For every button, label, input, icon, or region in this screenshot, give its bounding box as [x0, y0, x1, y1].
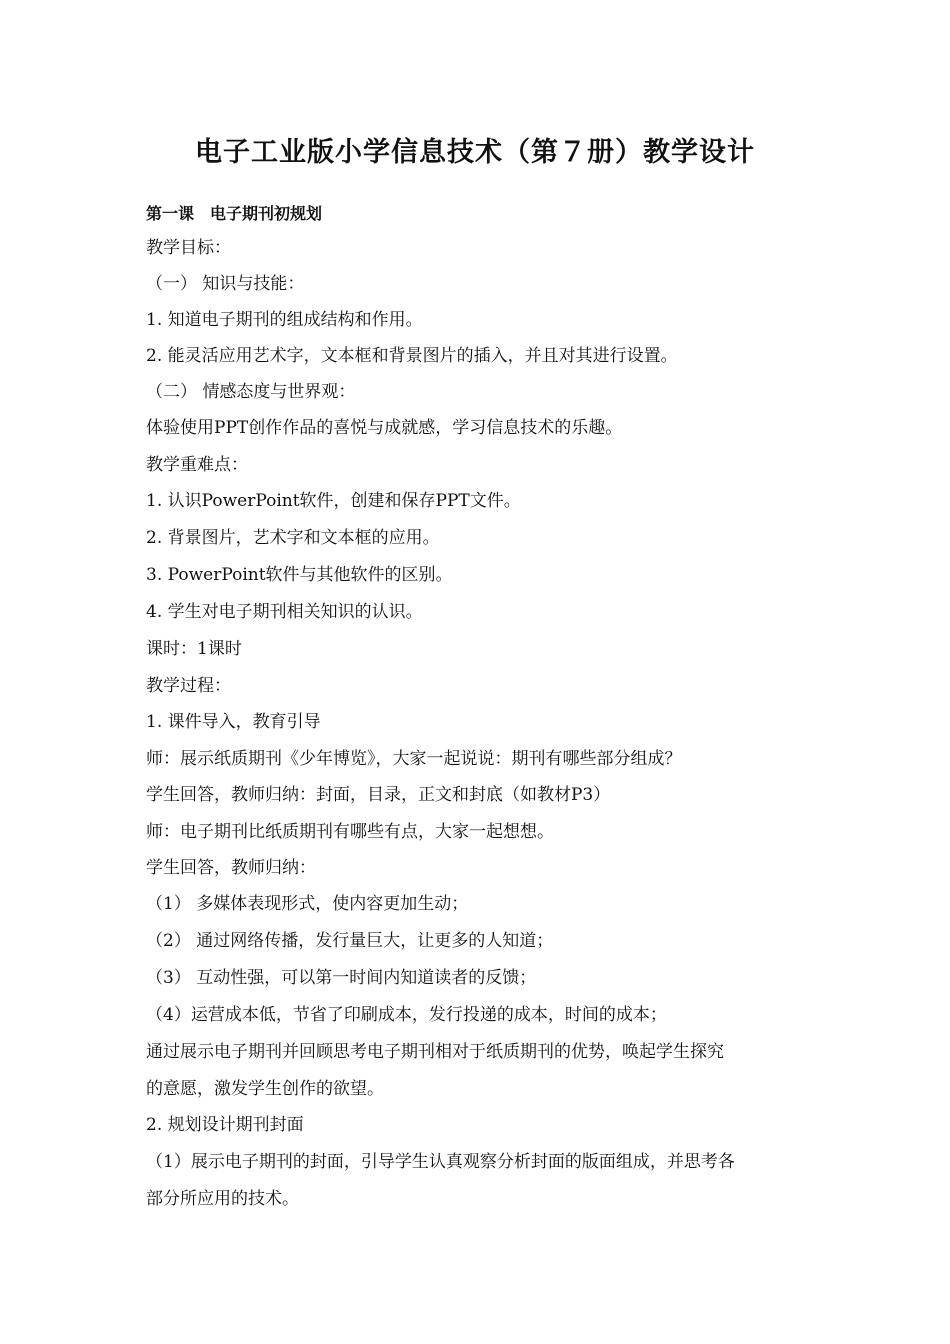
paragraph: 通过展示电子期刊并回顾思考电子期刊相对于纸质期刊的优势，唤起学生探究: [146, 1042, 724, 1062]
paragraph: 教学过程：: [146, 676, 231, 696]
paragraph: 1. 知道电子期刊的组成结构和作用。: [146, 310, 423, 330]
paragraph: 师：展示纸质期刊《少年博览》，大家一起说说：期刊有哪些部分组成？: [146, 749, 682, 769]
paragraph: 1. 认识PowerPoint软件，创建和保存PPT文件。: [146, 491, 521, 511]
paragraph: 部分所应用的技术。: [146, 1189, 299, 1209]
paragraph: （1） 多媒体表现形式，使内容更加生动；: [146, 894, 469, 914]
paragraph: 2. 背景图片，艺术字和文本框的应用。: [146, 528, 440, 548]
paragraph: 4. 学生对电子期刊相关知识的认识。: [146, 602, 423, 622]
paragraph: 的意愿，激发学生创作的欲望。: [146, 1079, 384, 1099]
paragraph: （4）运营成本低，节省了印刷成本，发行投递的成本，时间的成本；: [146, 1005, 667, 1025]
paragraph: 课时：1课时: [146, 639, 242, 659]
paragraph: 师：电子期刊比纸质期刊有哪些有点，大家一起想想。: [146, 822, 554, 842]
paragraph: （一） 知识与技能：: [146, 274, 305, 294]
paragraph: 教学重难点：: [146, 455, 248, 475]
paragraph: （2） 通过网络传播，发行量巨大，让更多的人知道；: [146, 931, 554, 951]
paragraph: 1. 课件导入，教育引导: [146, 712, 321, 732]
paragraph: 体验使用PPT创作作品的喜悦与成就感，学习信息技术的乐趣。: [146, 418, 623, 438]
paragraph: 学生回答，教师归纳：封面，目录，正文和封底（如教材P3）: [146, 785, 611, 805]
paragraph: 2. 能灵活应用艺术字，文本框和背景图片的插入，并且对其进行设置。: [146, 346, 678, 366]
document-title: 电子工业版小学信息技术（第７册）教学设计: [195, 137, 755, 168]
paragraph: 学生回答，教师归纳：: [146, 858, 316, 878]
lesson-title: 第一课 电子期刊初规划: [146, 204, 323, 223]
paragraph: （3） 互动性强，可以第一时间内知道读者的反馈；: [146, 968, 537, 988]
paragraph: 教学目标：: [146, 238, 231, 258]
paragraph: 2. 规划设计期刊封面: [146, 1115, 304, 1135]
paragraph: 3. PowerPoint软件与其他软件的区别。: [146, 565, 453, 585]
paragraph: （1）展示电子期刊的封面，引导学生认真观察分析封面的版面组成，并思考各: [146, 1152, 735, 1172]
paragraph: （二） 情感态度与世界观：: [146, 382, 356, 402]
